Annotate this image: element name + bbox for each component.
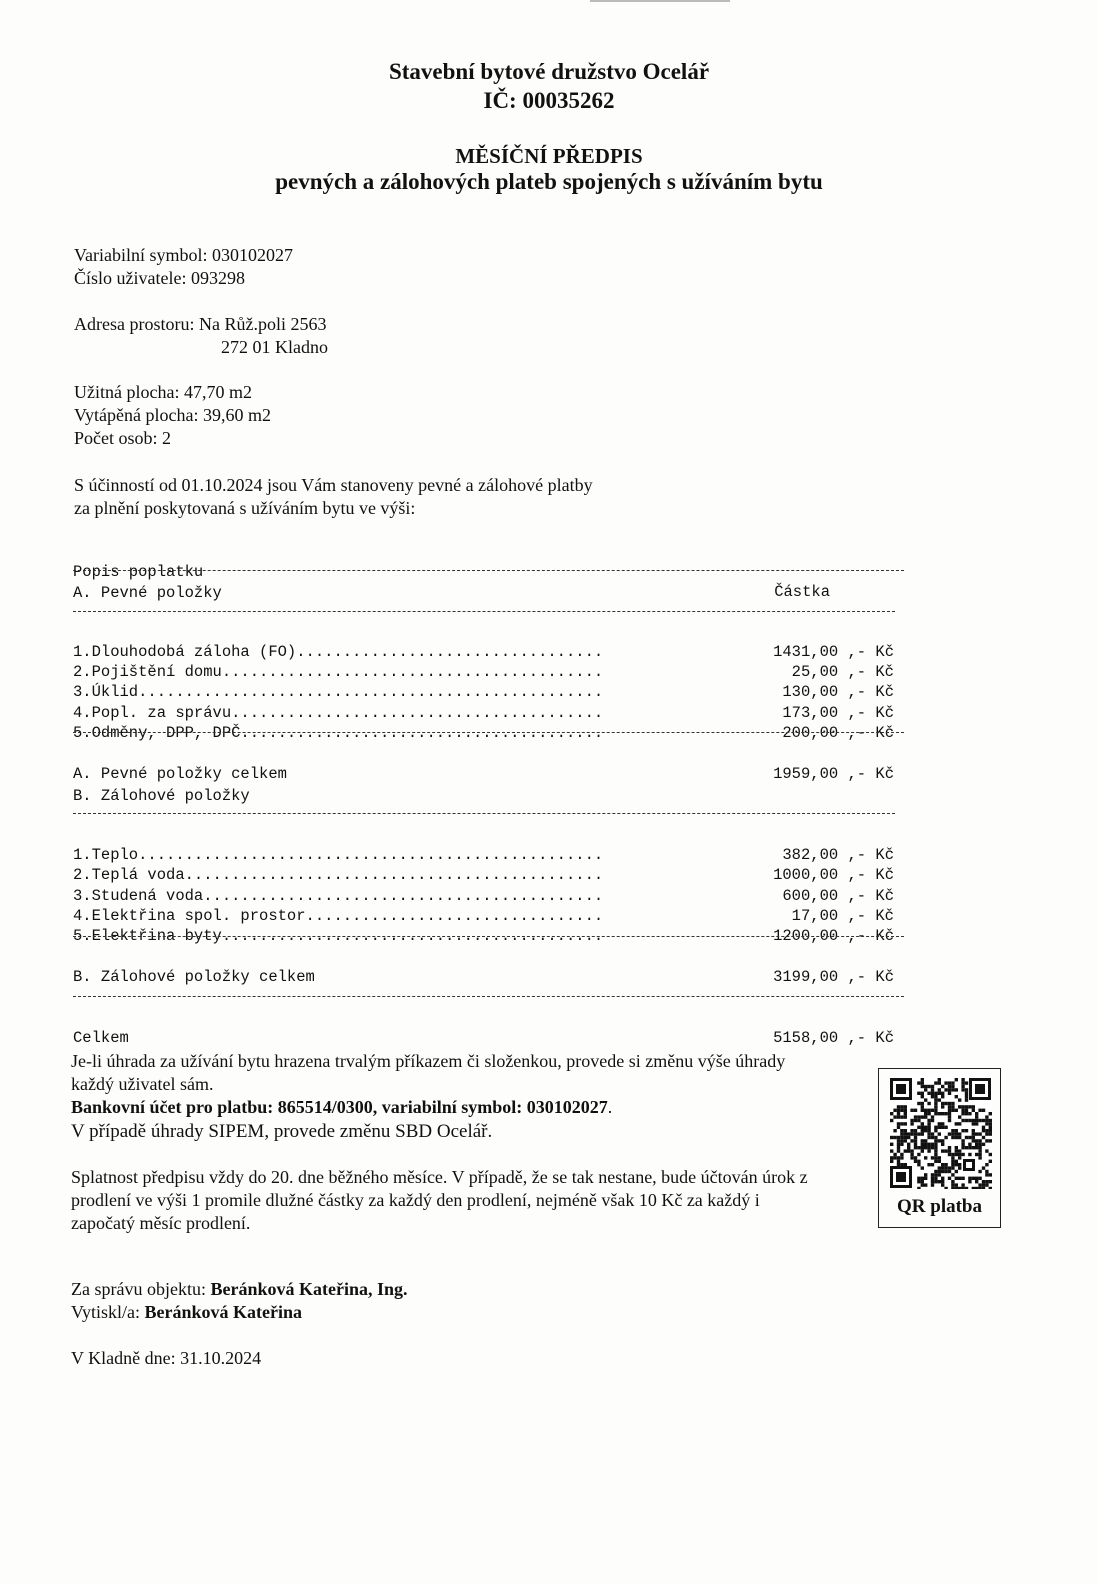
date-line: V Kladně dne: 31.10.2024: [71, 1348, 262, 1368]
doc-subtitle: pevných a zálohových plateb spojených s užíváním bytu: [275, 169, 823, 194]
table-row: 4.Popl. za správu........................................ 173,00 ,- Kč: [73, 704, 894, 722]
section-b-title: B. Zálohové položky: [73, 787, 250, 805]
divider: [73, 570, 904, 571]
col-desc-header: Popis poplatku: [73, 563, 204, 581]
qr-label: QR platba: [897, 1196, 982, 1217]
org-id: IČ: 00035262: [483, 88, 615, 113]
address-line2: 272 01 Kladno: [221, 337, 328, 357]
table-row: 3.Studená voda........................................... 600,00 ,- Kč: [73, 887, 894, 905]
table-row: 5.Odměny, DPP, DPČ....................................... 200,00 ,- Kč: [73, 724, 894, 742]
divider: [73, 611, 895, 612]
table-row: 2.Pojištění domu......................................... 25,00 ,- Kč: [73, 663, 894, 681]
divider: [73, 813, 895, 814]
intro-line1: S účinností od 01.10.2024 jsou Vám stanoveny pevné a zálohové platby: [74, 475, 593, 495]
divider: [73, 936, 904, 937]
divider: [73, 996, 904, 997]
manager-line: Za správu objektu: Beránková Kateřina, Ing.: [71, 1279, 408, 1299]
bank-account-line: Bankovní účet pro platbu: 865514/0300, variabilní symbol: 030102027.: [71, 1097, 613, 1117]
section-a-total: A. Pevné položky celkem 1959,00 ,- Kč: [73, 765, 894, 783]
col-amount-header: Částka: [774, 583, 830, 601]
persons-count: Počet osob: 2: [74, 428, 171, 448]
doc-title: MĚSÍČNÍ PŘEDPIS: [455, 144, 643, 168]
variable-symbol: Variabilní symbol: 030102027: [74, 245, 293, 265]
intro-line2: za plnění poskytovaná s užíváním bytu ve výši:: [74, 498, 416, 518]
table-row: 3.Úklid.................................................. 130,00 ,- Kč: [73, 683, 894, 701]
address-line1: Adresa prostoru: Na Růž.poli 2563: [74, 314, 327, 334]
due-line2: prodlení ve výši 1 promile dlužné částky za každý den prodlení, nejméně však 10 Kč za každý i: [71, 1190, 760, 1210]
table-row: 5.Elektřina byty......................................... 1200,00 ,- Kč: [73, 927, 894, 945]
table-row: 1.Dlouhodobá záloha (FO)................................. 1431,00 ,- Kč: [73, 643, 894, 661]
table-row: 4.Elektřina spol. prostor................................ 17,00 ,- Kč: [73, 907, 894, 925]
payment-note-line1: Je-li úhrada za užívání bytu hrazena trvalým příkazem či složenkou, provede si změnu výše úhrady: [71, 1051, 786, 1071]
sipo-line: V případě úhrady SIPEM, provede změnu SBD Ocelář.: [71, 1121, 493, 1142]
due-line1: Splatnost předpisu vždy do 20. dne běžného měsíce. V případě, že se tak nestane, bude účtován úrok z: [71, 1167, 808, 1187]
grand-total: Celkem 5158,00 ,- Kč: [73, 1029, 894, 1047]
qr-code-icon: [889, 1077, 992, 1189]
user-number: Číslo uživatele: 093298: [74, 268, 245, 288]
table-row: 1.Teplo.................................................. 382,00 ,- Kč: [73, 846, 894, 864]
table-row: 2.Teplá voda............................................. 1000,00 ,- Kč: [73, 866, 894, 884]
section-b-total: B. Zálohové položky celkem 3199,00 ,- Kč: [73, 968, 894, 986]
heated-area: Vytápěná plocha: 39,60 m2: [74, 405, 271, 425]
manager-name: Beránková Kateřina, Ing.: [210, 1279, 408, 1299]
qr-payment-box: [878, 1068, 1001, 1228]
scan-edge-line: [590, 0, 730, 2]
printed-by-name: Beránková Kateřina: [144, 1302, 303, 1322]
section-a-title: A. Pevné položky: [73, 584, 222, 602]
printed-by-line: Vytiskl/a: Beránková Kateřina: [71, 1302, 303, 1322]
due-line3: započatý měsíc prodlení.: [71, 1213, 251, 1233]
usable-area: Užitná plocha: 47,70 m2: [74, 382, 252, 402]
divider: [73, 732, 904, 733]
org-name: Stavební bytové družstvo Ocelář: [388, 59, 710, 84]
payment-note-line2: každý uživatel sám.: [71, 1074, 214, 1094]
